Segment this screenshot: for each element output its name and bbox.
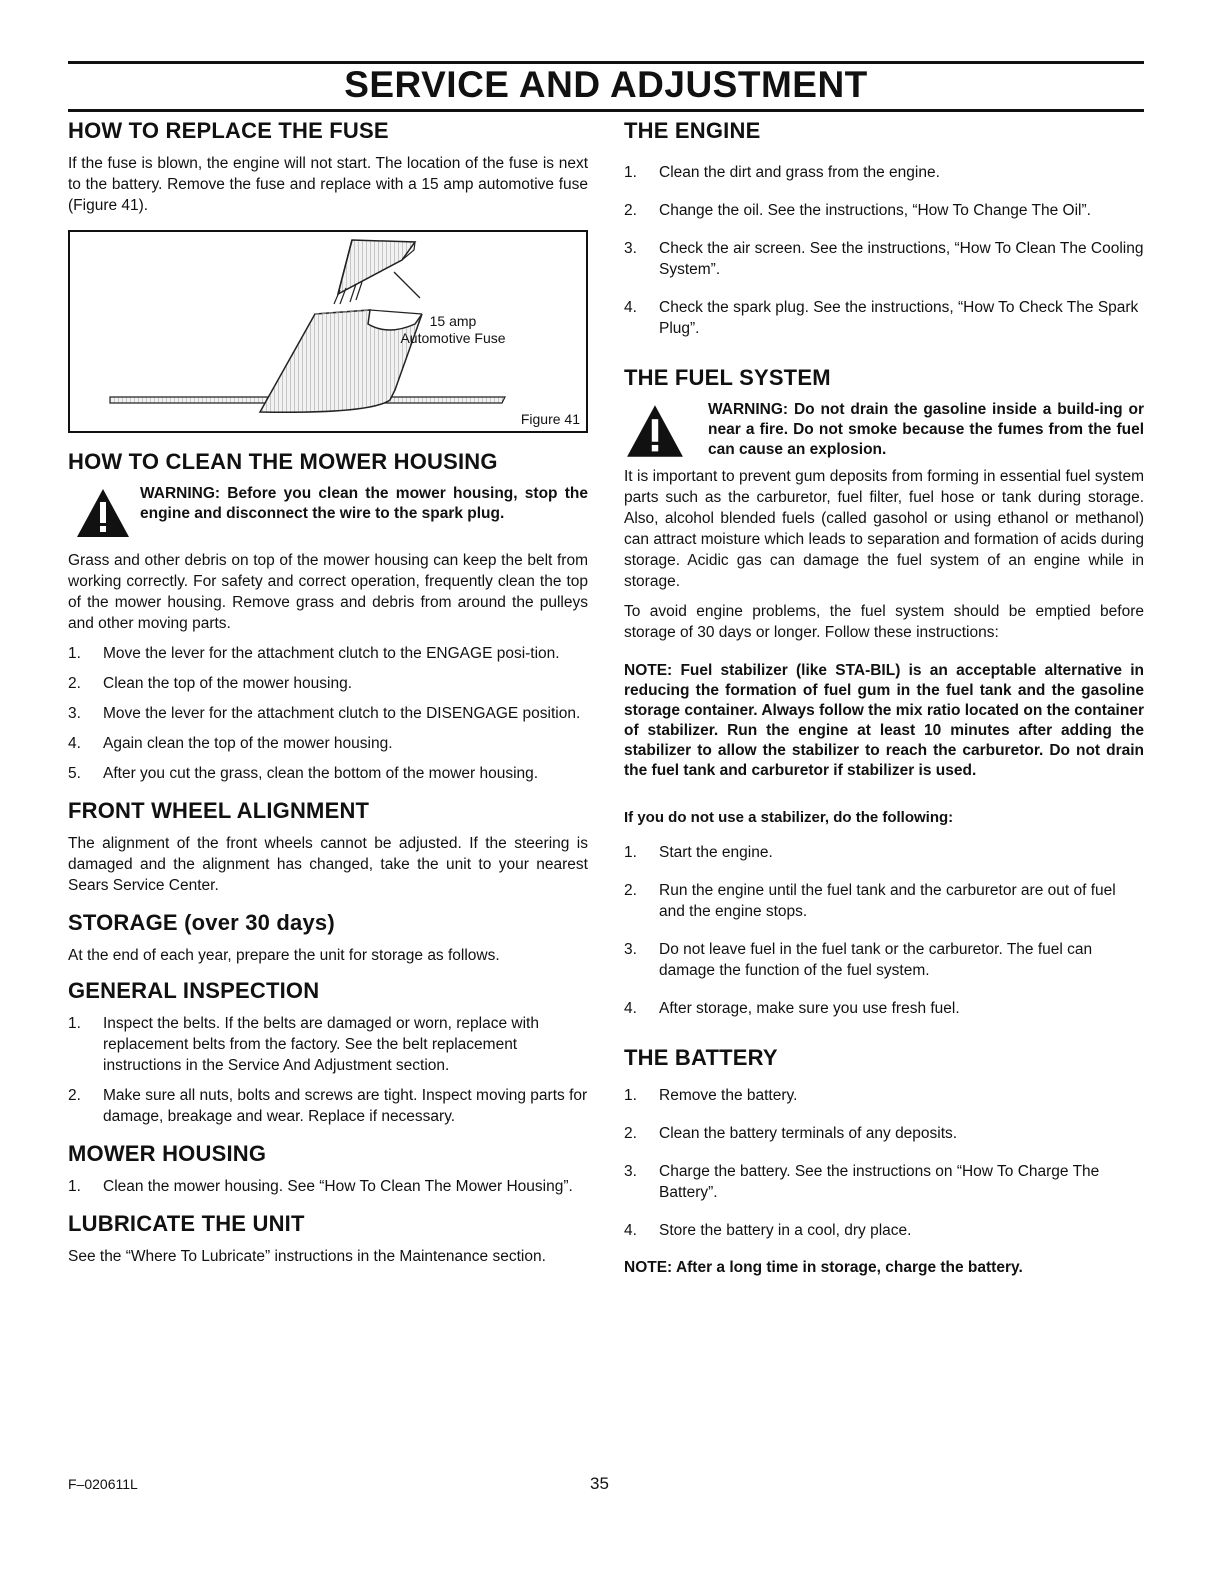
list-item: 4. Again clean the top of the mower housing. [68, 735, 393, 752]
fuel-text-1: It is important to prevent gum deposits from forming in essential fuel system parts such as the carburetor, fuel filter, fuel hose or tank during storage. Also, alcohol blended fuels (called gasohol or using ethanol or methanol) can attract moisture which leads to separation and formation of acids during storage. Acidic gas can damage the fuel system of an engine while in storage. [624, 468, 1144, 590]
list-item: 1. Move the lever for the attachment clutch to the ENGAGE posi-tion. [68, 645, 560, 662]
fuel-steps [624, 842, 1144, 1019]
fuse-figure [68, 230, 588, 433]
clean-housing-heading: HOW TO CLEAN THE MOWER HOUSING [68, 449, 498, 474]
mower-housing-heading: MOWER HOUSING [68, 1141, 267, 1166]
fuse-heading: HOW TO REPLACE THE FUSE [68, 118, 389, 143]
lubricate-heading: LUBRICATE THE UNIT [68, 1211, 305, 1236]
engine-heading: THE ENGINE [624, 118, 761, 143]
figure-caption: Figure 41 [520, 411, 580, 427]
left-column [68, 118, 588, 1276]
title-rule [68, 109, 1144, 112]
fuel-system-section [624, 365, 1144, 1019]
fuel-system-heading: THE FUEL SYSTEM [624, 365, 831, 390]
list-item: 3. Do not leave fuel in the fuel tank or the carburetor. The fuel can damage the function of the fuel system. [624, 941, 1093, 979]
battery-section [624, 1045, 1144, 1278]
list-item: 4. Store the battery in a cool, dry place. [624, 1222, 912, 1239]
list-item: 3. Charge the battery. See the instructions on “How To Charge The Battery”. [624, 1163, 1100, 1201]
storage-section [68, 910, 588, 966]
fuse-section [68, 118, 588, 433]
warning-icon [626, 404, 684, 458]
fuel-warning-text: WARNING: Do not drain the gasoline inside a build-ing or near a fire. Do not smoke because the fumes from the fuel can cause an explosion. [708, 401, 1144, 458]
warning-icon [76, 488, 130, 538]
battery-steps [624, 1085, 1144, 1241]
clean-housing-text: Grass and other debris on top of the mower housing can keep the belt from working correctly. For safety and correct operation, frequently clean the top of the mower housing. Remove grass and debris from around the pulleys and other moving parts. [68, 552, 588, 632]
list-item: 2. Clean the top of the mower housing. [68, 675, 353, 692]
mower-housing-section [68, 1141, 588, 1197]
fuse-label-amp: 15 amp [429, 313, 477, 329]
list-item: 5. After you cut the grass, clean the bottom of the mower housing. [68, 765, 539, 782]
right-column [624, 118, 1144, 1296]
no-stabilizer-heading: If you do not use a stabilizer, do the following: [624, 809, 954, 826]
lubricate-section [68, 1211, 588, 1267]
fuse-text: If the fuse is blown, the engine will not start. The location of the fuse is next to the battery. Remove the fuse and replace with a 15 amp automotive fuse (Figure 41). [68, 155, 588, 214]
fuel-warning [624, 400, 1144, 460]
general-inspection-heading: GENERAL INSPECTION [68, 978, 320, 1003]
list-item: 2. Clean the battery terminals of any deposits. [624, 1125, 958, 1142]
clean-housing-warning-text: WARNING: Before you clean the mower housing, stop the engine and disconnect the wire to the spark plug. [140, 485, 588, 522]
list-item: 1. Clean the mower housing. See “How To Clean The Mower Housing”. [68, 1178, 573, 1195]
lubricate-text: See the “Where To Lubricate” instructions in the Maintenance section. [68, 1248, 546, 1265]
clean-housing-warning [68, 484, 588, 544]
list-item: 2. Run the engine until the fuel tank and the carburetor are out of fuel and the engine stops. [624, 882, 1116, 920]
clean-housing-steps [68, 643, 588, 784]
page-number: 35 [590, 1474, 609, 1493]
storage-heading: STORAGE (over 30 days) [68, 910, 335, 935]
engine-section [624, 118, 1144, 339]
list-item: 4. After storage, make sure you use fresh fuel. [624, 1000, 960, 1017]
engine-steps [624, 162, 1144, 339]
list-item: 2. Make sure all nuts, bolts and screws are tight. Inspect moving parts for damage, breakage and wear. Replace if necessary. [68, 1087, 588, 1125]
list-item: 1. Inspect the belts. If the belts are damaged or worn, replace with replacement belts from the factory. See the belt replacement instructions in the Service And Adjustment section. [68, 1015, 539, 1074]
list-item: 1. Remove the battery. [624, 1087, 798, 1104]
document-code: F–020611L [68, 1476, 138, 1492]
fuel-text-2: To avoid engine problems, the fuel system should be emptied before storage of 30 days or longer. Follow these instructions: [624, 603, 1144, 641]
list-item: 1. Start the engine. [624, 844, 773, 861]
list-item: 3. Check the air screen. See the instructions, “How To Clean The Cooling System”. [624, 240, 1144, 278]
front-wheel-text: The alignment of the front wheels cannot be adjusted. If the steering is damaged and the alignment has changed, take the unit to your nearest Sears Service Center. [68, 835, 588, 894]
mower-housing-steps [68, 1176, 588, 1197]
fuel-stabilizer-note: NOTE: Fuel stabilizer (like STA-BIL) is an acceptable alternative in reducing the formation of fuel gum in the fuel tank and the gasoline storage container. Always follow the mix ratio located on the container of stabilizer. Run the engine at least 10 minutes after adding the stabilizer to allow the stabilizer to reach the carburetor. Do not drain the fuel tank and carburetor if stabilizer is used. [624, 662, 1144, 779]
list-item: 3. Move the lever for the attachment clutch to the DISENGAGE position. [68, 705, 581, 722]
general-inspection-steps [68, 1013, 588, 1127]
page-title: SERVICE AND ADJUSTMENT [344, 64, 868, 105]
fuse-figure-label [388, 313, 518, 347]
battery-heading: THE BATTERY [624, 1045, 778, 1070]
battery-note: NOTE: After a long time in storage, charge the battery. [624, 1259, 1023, 1276]
front-wheel-section [68, 798, 588, 896]
list-item: 2. Change the oil. See the instructions, “How To Change The Oil”. [624, 202, 1091, 219]
front-wheel-heading: FRONT WHEEL ALIGNMENT [68, 798, 370, 823]
list-item: 4. Check the spark plug. See the instructions, “How To Check The Spark Plug”. [624, 299, 1139, 337]
clean-housing-section [68, 449, 588, 784]
list-item: 1. Clean the dirt and grass from the engine. [624, 164, 940, 181]
fuse-label-type: Automotive Fuse [400, 330, 506, 346]
general-inspection-section [68, 978, 588, 1127]
storage-text: At the end of each year, prepare the unit for storage as follows. [68, 947, 500, 964]
